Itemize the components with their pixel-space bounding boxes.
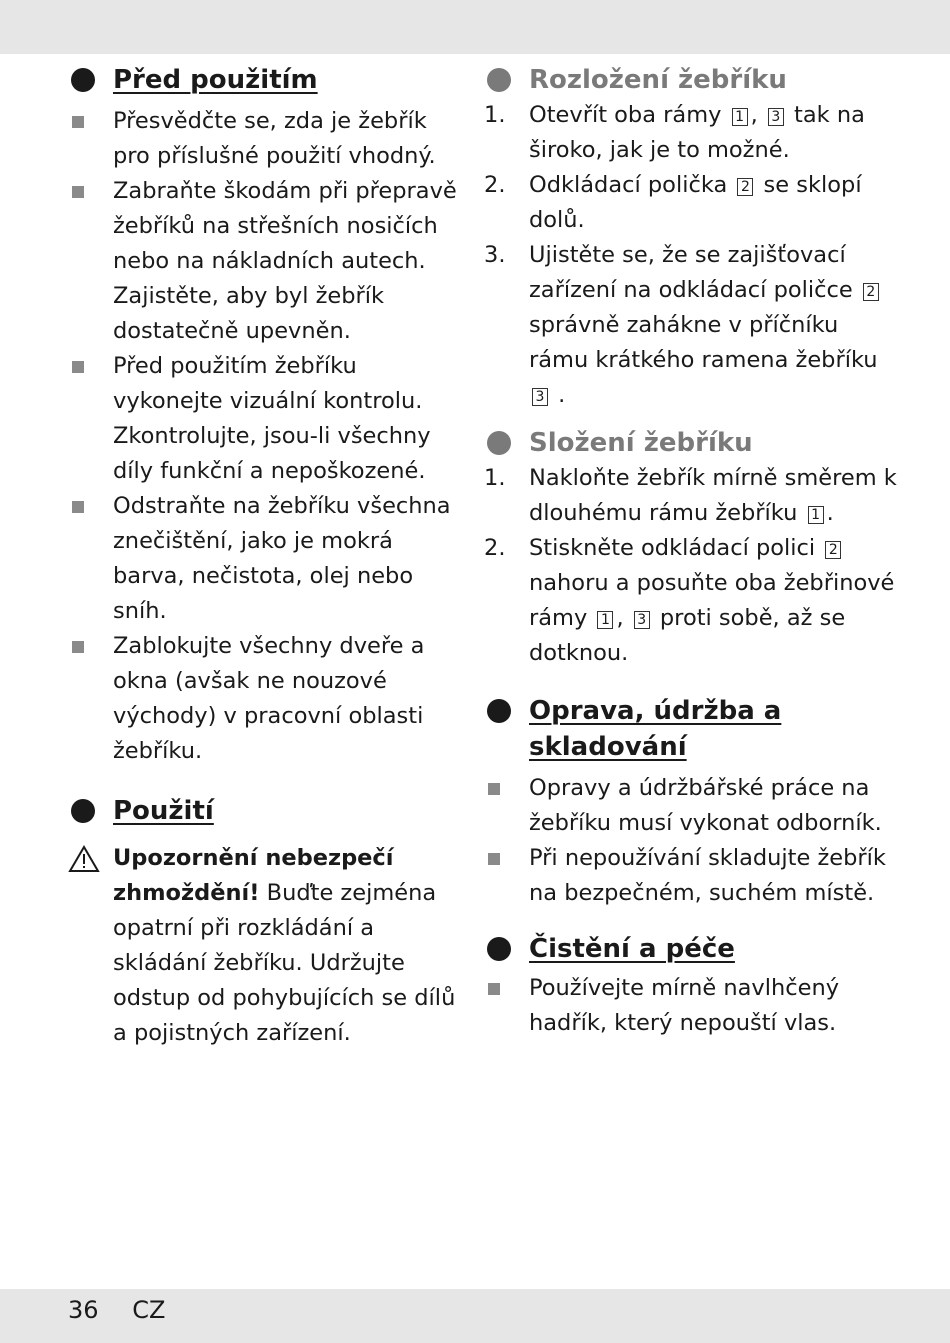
- square-bullet-icon: [488, 983, 500, 995]
- step-number: 3.: [484, 242, 506, 268]
- list-item: Odstraňte na žebříku všechna znečištění, jako je mokrá barva, nečistota, olej nebo sníh.: [68, 489, 468, 629]
- section-heading-repair: Oprava, údržba a skladování: [484, 693, 904, 765]
- numbered-step: [484, 98, 904, 168]
- bullet-dot-icon: [71, 799, 95, 823]
- section-heading-clean: Čistění a péče: [484, 931, 904, 967]
- section-heading-use: Použití: [68, 793, 468, 829]
- step-text: proti sobě, až se dotknou.: [529, 605, 846, 666]
- step-text: .: [551, 382, 566, 408]
- warning-paragraph: [68, 841, 468, 1051]
- step-number: 1.: [484, 102, 506, 128]
- step-text: Nakloňte žebřík mírně směrem k dlouhému rámu žebříku: [529, 465, 897, 526]
- part-reference-box: 1: [732, 108, 748, 126]
- part-reference-box: 1: [597, 611, 613, 629]
- square-bullet-icon: [488, 783, 500, 795]
- step-number: 2.: [484, 535, 506, 561]
- step-text: Ujistěte se, že se zajišťovací zařízení na odkládací poličce: [529, 242, 860, 303]
- list-item: Používejte mírně navlhčený hadřík, který nepouští vlas.: [484, 971, 904, 1041]
- step-text: tak na široko, jak je to možné.: [529, 102, 865, 163]
- numbered-step: [484, 238, 904, 413]
- numbered-step: [484, 531, 904, 671]
- warning-text: Buďte zejména opatrní při rozkládání a skládání žebříku. Udržujte odstup od pohybujících se dílů a pojistných zařízení.: [113, 880, 456, 1046]
- step-text: .: [826, 500, 834, 526]
- square-bullet-icon: [72, 641, 84, 653]
- bullet-dot-icon: [487, 937, 511, 961]
- step-text: Odkládací polička: [529, 172, 735, 198]
- square-bullet-icon: [72, 186, 84, 198]
- square-bullet-icon: [72, 501, 84, 513]
- part-reference-box: 3: [768, 108, 784, 126]
- fold-steps: [484, 461, 904, 671]
- list-item: Opravy a údržbářské práce na žebříku musí vykonat odborník.: [484, 771, 904, 841]
- step-text: ,: [616, 605, 631, 631]
- clean-list: [484, 971, 904, 1041]
- step-text: nahoru a posuňte oba žebřinové rámy: [529, 570, 895, 631]
- left-column: [68, 62, 468, 1051]
- section-heading-fold: Složení žebříku: [484, 425, 904, 461]
- section-heading-before-use: Před použitím: [68, 62, 468, 98]
- square-bullet-icon: [488, 853, 500, 865]
- bullet-dot-icon: [71, 68, 95, 92]
- step-text: ,: [750, 102, 765, 128]
- list-item: Přesvědčte se, zda je žebřík pro příslušné použití vhodný.: [68, 104, 468, 174]
- step-number: 2.: [484, 172, 506, 198]
- list-item: Při nepoužívání skladujte žebřík na bezpečném, suchém místě.: [484, 841, 904, 911]
- list-item: Zabraňte škodám při přepravě žebříků na střešních nosičích nebo na nákladních autech. Zajistěte, aby byl žebřík dostatečně upevněn.: [68, 174, 468, 349]
- top-band: [0, 0, 950, 54]
- bullet-dot-icon: [487, 431, 511, 455]
- step-text: Stiskněte odkládací polici: [529, 535, 823, 561]
- repair-list: [484, 771, 904, 911]
- part-reference-box: 3: [634, 611, 650, 629]
- warning-bold-text: Upozornění nebezpečí zhmoždění!: [113, 845, 394, 906]
- step-number: 1.: [484, 465, 506, 491]
- right-column: [484, 62, 904, 1041]
- before-use-list: [68, 104, 468, 769]
- page-footer: [68, 1296, 191, 1324]
- part-reference-box: 3: [532, 388, 548, 406]
- unfold-steps: [484, 98, 904, 413]
- step-text: Otevřít oba rámy: [529, 102, 729, 128]
- language-code: CZ: [132, 1296, 166, 1324]
- warning-triangle-icon: [68, 845, 100, 873]
- page-number: 36: [68, 1296, 99, 1324]
- part-reference-box: 2: [825, 541, 841, 559]
- numbered-step: [484, 461, 904, 531]
- section-heading-unfold: Rozložení žebříku: [484, 62, 904, 98]
- numbered-step: [484, 168, 904, 238]
- step-text: se sklopí dolů.: [529, 172, 862, 233]
- step-text: správně zahákne v příčníku rámu krátkého ramena žebříku: [529, 312, 878, 373]
- part-reference-box: 2: [863, 283, 879, 301]
- list-item: Zablokujte všechny dveře a okna (avšak ne nouzové východy) v pracovní oblasti žebříku.: [68, 629, 468, 769]
- part-reference-box: 1: [808, 506, 824, 524]
- bullet-dot-icon: [487, 68, 511, 92]
- square-bullet-icon: [72, 116, 84, 128]
- square-bullet-icon: [72, 361, 84, 373]
- part-reference-box: 2: [737, 178, 753, 196]
- bullet-dot-icon: [487, 699, 511, 723]
- list-item: Před použitím žebříku vykonejte vizuální kontrolu. Zkontrolujte, jsou-li všechny díly funkční a nepoškozené.: [68, 349, 468, 489]
